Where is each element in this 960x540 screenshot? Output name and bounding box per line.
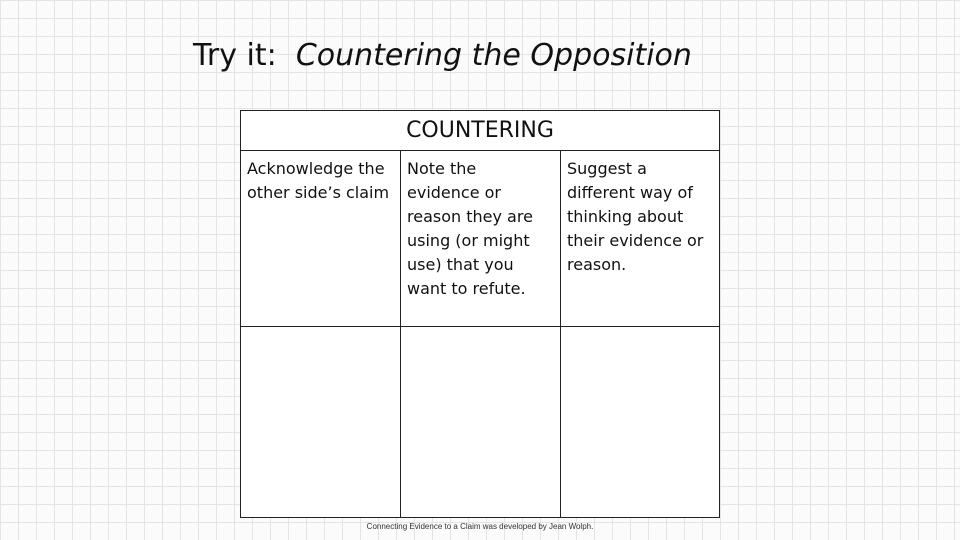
title-prefix: Try it: [193, 38, 277, 73]
column-note-evidence-prompt: Note the evidence or reason they are using (or might use) that you want to refute. [407, 159, 533, 298]
column-acknowledge-prompt: Acknowledge the other side’s claim [247, 159, 390, 202]
slide-title [193, 36, 692, 76]
countering-table [240, 110, 720, 531]
credit-footer: Connecting Evidence to a Claim was developed by Jean Wolph. [366, 522, 594, 531]
title-emphasis: Countering the Opposition [295, 38, 692, 73]
answer-cell-suggest[interactable] [561, 327, 719, 517]
table-header: COUNTERING [241, 111, 719, 151]
column-suggest-prompt: Suggest a different way of thinking about their evidence or reason. [567, 159, 704, 274]
answer-cell-note-evidence[interactable] [401, 327, 560, 517]
answer-cell-acknowledge[interactable] [241, 327, 400, 517]
